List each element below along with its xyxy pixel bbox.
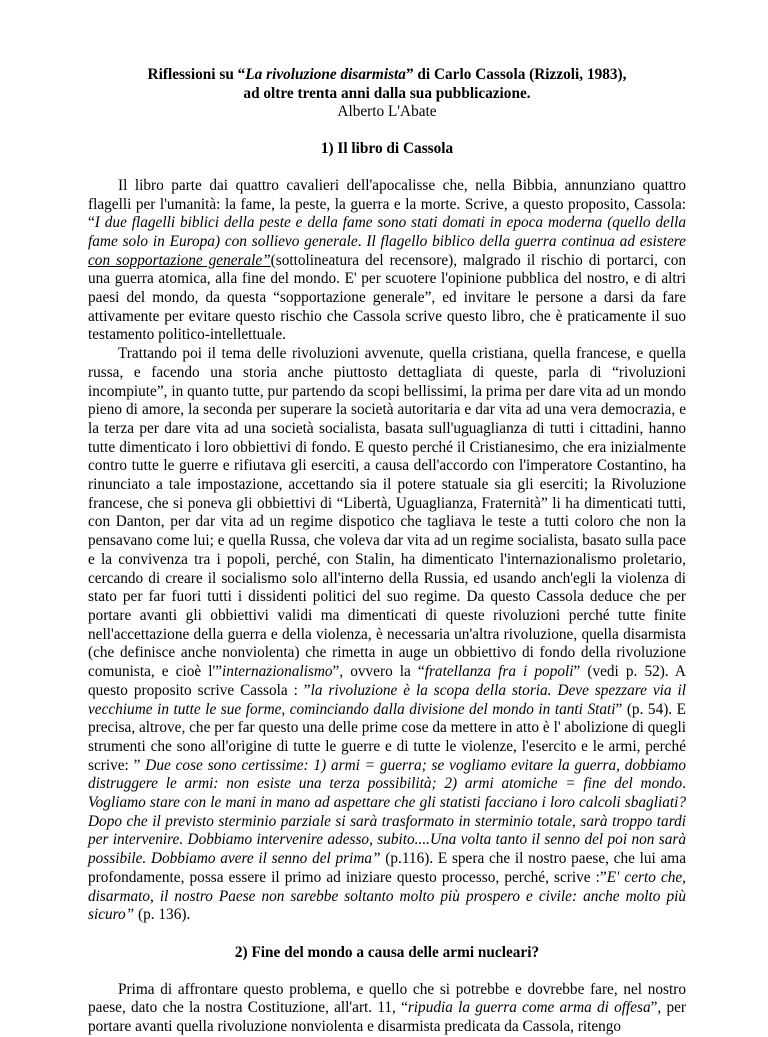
- text-run: ” (p. 54). E precisa, altrove, che per far questo una delle prime cose da mettere in atto è l' abolizione di quegli strumenti che sono all'origine di tutte le guerre e di tutte le violenze, l'esercito e le armi, perché scrive: ”: [88, 700, 687, 774]
- title-line-2: ad oltre trenta anni dalla sua pubblicazione.: [243, 84, 531, 102]
- quoted-text: internazionalismo: [222, 663, 333, 681]
- text-run: Prima di affrontare questo problema, e quello che si potrebbe e dovrebbe fare, nel nostro paese, dato che la nostra Costituzione, all'art. 11, “: [88, 980, 686, 1017]
- quoted-text: Il flagello biblico della guerra continua ad esistere: [366, 232, 686, 250]
- paragraph: [88, 177, 686, 345]
- text-run: ” (vedi p. 52). A questo proposito scrive Cassola : ”: [88, 663, 686, 699]
- quoted-text: I due flagelli biblici della peste e della fame sono stati domati in epoca moderna (quello della fame solo in Europa) con sollievo generale: [88, 214, 686, 250]
- text-run: Trattando poi il tema delle rivoluzioni avvenute, quella cristiana, quella francese, e quella russa, e facendo una storia anche piuttosto dettagliata di queste, parla di “rivoluzioni incompiute”, in quanto tutte, pur partendo da scopi bellissimi, la prima per dare vita ad un mondo pieno di amore, la seconda per superare la società autoritaria e dar vita ad una vera democrazia, e la terza per dare vita ad una società socialista, basata sull'uguaglianza di tutti i cittadini, hanno tutte dimenticato i loro obbiettivi di fondo. E questo perché il Cristianesimo, che era inizialmente contro tutte le guerre e rifiutava gli eserciti, a causa dell'accordo con l'imperatore Costantino, ha rinunciato a tale impostazione, accettando sia il potere statuale sia gli eserciti; la Rivoluzione francese, che si poneva gli obbiettivi di “Libertà, Uguaglianza, Fraternità” li ha dimenticati tutti, con Danton, per dar vita ad un regime dispotico che tagliava le teste a tutti coloro che non la pensavano come lui; e quella Russa, che voleva dar vita ad un regime socialista, basato sulla pace e la convivenza tra i popoli, perché, con Stalin, ha dimenticato l'internazionalismo proletario, cercando di creare il socialismo solo all'interno della Russia, ed usando anch'egli la violenza di stato per far fuori tutti i dissidenti politici del suo regime. Da questo Cassola deduce che per portare avanti gli obbiettivi validi ma dimenticati di queste rivoluzioni perché tutte finite nell'accettazione della guerra e della violenza, è necessaria un'altra rivoluzione, quella disarmista (che definisce anche nonviolenta) che rimetta in auge un obbiettivo di fondo della rivoluzione comunista, e cioè l'”: [88, 345, 686, 681]
- text-run: .: [357, 232, 367, 250]
- title-text: ” di Carlo Cassola (Rizzoli, 1983),: [405, 66, 627, 83]
- paragraph: [88, 345, 686, 925]
- quoted-text: Due cose sono certissime: 1) armi = guerra; se vogliamo evitare la guerra, dobbiamo distruggere le armi: non esiste una terza possibilità; 2) armi atomiche = fine del mondo: [88, 756, 686, 793]
- text-run: (p.116). E spera che il nostro paese, che lui ama profondamente, possa essere il primo ad iniziare questo processo, perché, scrive :”: [88, 850, 686, 886]
- book-title: La rivoluzione disarmista: [245, 66, 406, 83]
- paragraph: [88, 981, 686, 1037]
- text-run: (sottolineatura del recensore), malgrado il rischio di portarci, con una guerra atomica, alla fine del mondo. E' per scuotere l'opinione pubblica del nostro, e di altri paesi del mondo, da questa “sopportazione generale”, ed invitare le persone a darsi da fare attivamente per evitare questo rischio che Cassola scrive questo libro, che è praticamente il suo testamento politico-intellettuale.: [88, 251, 686, 344]
- section-heading-2: 2) Fine del mondo a causa delle armi nucleari?: [234, 943, 540, 961]
- text-run: (p. 136).: [134, 906, 191, 924]
- text-run: ”, ovvero la “: [332, 663, 425, 681]
- document-title: [88, 66, 686, 103]
- quoted-text: Vogliamo stare con le mani in mano ad aspettare che gli statisti facciano i loro calcoli sbagliati? Dopo che il previsto sterminio parziale si sarà trasformato in sterminio totale, sarà troppo tardi per intervenire. Dobbiamo intervenire adesso, subito....Una volta tanto il senno del poi non sarà possibile. Dobbiamo avere il senno del prima”: [88, 794, 686, 868]
- author-name: Alberto L'Abate: [337, 103, 437, 121]
- text-run: .: [682, 775, 686, 793]
- quoted-text: con sopportazione generale”: [88, 251, 271, 269]
- quoted-text: E' certo che, disarmato, il nostro Paese non sarebbe soltanto molto più prospero e civile: anche molto più sicuro”: [88, 868, 686, 924]
- text-run: Il libro parte dai quattro cavalieri dell'apocalisse che, nella Bibbia, annunziano quattro flagelli per l'umanità: la fame, la peste, la guerra e la morte. Scrive, a questo proposito, Cassola: “: [88, 176, 686, 232]
- title-line-1: [88, 66, 686, 85]
- quoted-text: la rivoluzione è la scopa della storia. Deve spezzare via il vecchiume in tutte le sue forme, cominciando dalla divisione del mondo in tanti Stati: [88, 681, 686, 718]
- text-run: ”, per portare avanti quella rivoluzione nonviolenta e disarmista predicata da Cassola, ritengo: [88, 999, 686, 1036]
- quoted-text: ripudia la guerra come arma di offesa: [407, 999, 651, 1017]
- section-heading-1: 1) Il libro di Cassola: [320, 140, 454, 158]
- title-text: Riflessioni su “: [147, 66, 246, 83]
- quoted-text: fratellanza fra i popoli: [424, 663, 574, 681]
